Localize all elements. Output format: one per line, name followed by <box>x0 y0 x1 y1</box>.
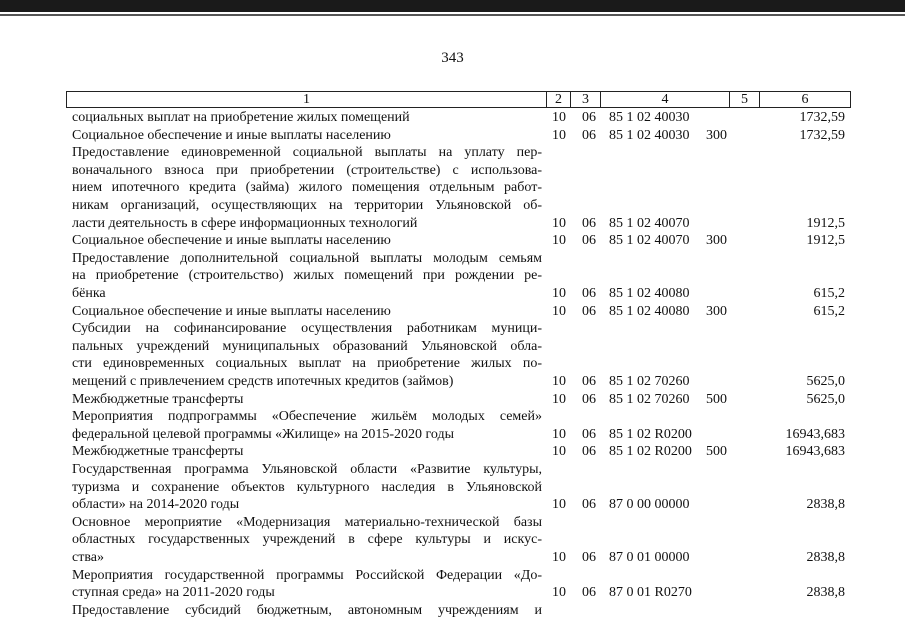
amount-value: 2838,8 <box>806 497 845 513</box>
target-article-code: 85 1 02 70260 <box>609 373 690 389</box>
expense-type-code: 500 <box>706 444 727 460</box>
section-code: 10 <box>552 426 566 442</box>
page-top-rule <box>0 14 905 16</box>
amount-value: 2838,8 <box>806 549 845 565</box>
header-col-2: 2 <box>547 91 571 108</box>
header-col-3: 3 <box>571 91 601 108</box>
section-code: 10 <box>552 303 566 319</box>
section-code: 10 <box>552 110 566 125</box>
row-description <box>72 303 542 321</box>
description-line: Основное мероприятие «Модернизация материально-технической базы <box>72 514 542 530</box>
description-line: Мероприятия государственной программы Российской Федерации «До- <box>72 567 542 583</box>
amount-value: 1912,5 <box>806 233 845 249</box>
page-number: 343 <box>441 50 464 66</box>
amount-value: 615,2 <box>813 303 845 319</box>
description-line: сти единовременных социальных выплат на приобретение жилых по- <box>72 356 542 372</box>
section-code: 10 <box>552 391 566 407</box>
header-col-1: 1 <box>66 91 547 108</box>
target-article-code: 85 1 02 R0200 <box>609 426 692 442</box>
row-description <box>72 602 542 620</box>
table-row <box>0 514 905 567</box>
description-line: воначального взноса при приобретении (строительстве) с использова- <box>72 162 542 178</box>
subsection-code: 06 <box>582 444 596 460</box>
description-line: Субсидии на софинансирование осуществления работникам муници- <box>72 321 542 337</box>
target-article-code: 85 1 02 40070 <box>609 233 690 249</box>
table-row <box>0 127 905 145</box>
amount-value: 615,2 <box>813 285 845 301</box>
description-line: нием ипотечного кредита (займа) жилого помещения отдельным работ- <box>72 180 542 196</box>
row-description <box>72 250 542 303</box>
row-description <box>72 443 542 461</box>
table-row <box>0 461 905 514</box>
description-line: бёнка <box>72 285 106 301</box>
description-line: ступная среда» на 2011-2020 годы <box>72 585 275 601</box>
amount-value: 1732,59 <box>799 127 845 143</box>
row-description <box>72 109 542 127</box>
amount-value: 16943,683 <box>785 426 845 442</box>
description-line: на приобретение (строительство) жилых помещений при рождении ре- <box>72 268 542 284</box>
target-article-code: 85 1 02 40030 <box>609 127 690 143</box>
description-line: туризма и сохранение объектов культурного наследия в Ульяновской <box>72 479 542 495</box>
subsection-code: 06 <box>582 373 596 389</box>
amount-value: 16943,683 <box>785 444 845 460</box>
description-line: Социальное обеспечение и иные выплаты населению <box>72 127 391 143</box>
target-article-code: 85 1 02 40030 <box>609 110 690 125</box>
description-line: пальных учреждений муниципальных образований Ульяновской обла- <box>72 338 542 354</box>
description-line: мещений с привлечением средств ипотечных кредитов (займов) <box>72 373 454 389</box>
table-row <box>0 408 905 443</box>
expense-type-code: 300 <box>706 303 727 319</box>
table-row <box>0 109 905 127</box>
amount-value: 5625,0 <box>806 391 845 407</box>
amount-value: 1732,59 <box>799 110 845 125</box>
subsection-code: 06 <box>582 391 596 407</box>
table-row <box>0 232 905 250</box>
subsection-code: 06 <box>582 110 596 125</box>
target-article-code: 87 0 01 00000 <box>609 549 690 565</box>
row-description <box>72 144 542 232</box>
expense-type-code: 300 <box>706 233 727 249</box>
description-line: Социальное обеспечение и иные выплаты населению <box>72 233 391 249</box>
target-article-code: 85 1 02 40080 <box>609 285 690 301</box>
row-description <box>72 232 542 250</box>
description-line: Предоставление субсидий бюджетным, автономным учреждениям и <box>72 602 542 618</box>
target-article-code: 85 1 02 R0200 <box>609 444 692 460</box>
description-line: Межбюджетные трансферты <box>72 391 244 407</box>
section-code: 10 <box>552 497 566 513</box>
target-article-code: 85 1 02 40080 <box>609 303 690 319</box>
description-line: Государственная программа Ульяновской области «Развитие культуры, <box>72 461 542 477</box>
table-row <box>0 250 905 303</box>
subsection-code: 06 <box>582 285 596 301</box>
header-col-4: 4 <box>601 91 730 108</box>
description-line: ласти деятельность в сфере информационных технологий <box>72 215 418 231</box>
description-line: никам организаций, осуществляющих на территории Ульяновской об- <box>72 197 542 213</box>
subsection-code: 06 <box>582 585 596 601</box>
table-row <box>0 443 905 461</box>
subsection-code: 06 <box>582 303 596 319</box>
target-article-code: 87 0 01 R0270 <box>609 585 692 601</box>
expense-type-code: 500 <box>706 391 727 407</box>
table-row <box>0 144 905 232</box>
description-line: Мероприятия подпрограммы «Обеспечение жильём молодых семей» <box>72 409 542 425</box>
row-description <box>72 127 542 145</box>
header-col-5: 5 <box>730 91 760 108</box>
section-code: 10 <box>552 549 566 565</box>
row-description <box>72 567 542 602</box>
amount-value: 1912,5 <box>806 215 845 231</box>
description-line: Социальное обеспечение и иные выплаты населению <box>72 303 391 319</box>
target-article-code: 85 1 02 70260 <box>609 391 690 407</box>
description-line: федеральной целевой программы «Жилище» на 2015-2020 годы <box>72 426 455 442</box>
subsection-code: 06 <box>582 497 596 513</box>
row-description <box>72 391 542 409</box>
section-code: 10 <box>552 127 566 143</box>
table-row <box>0 602 905 620</box>
row-description <box>72 514 542 567</box>
amount-value: 2838,8 <box>806 585 845 601</box>
section-code: 10 <box>552 444 566 460</box>
target-article-code: 87 0 00 00000 <box>609 497 690 513</box>
section-code: 10 <box>552 215 566 231</box>
table-body <box>0 109 905 619</box>
table-row <box>0 303 905 321</box>
description-line: Межбюджетные трансферты <box>72 444 244 460</box>
description-line: Предоставление дополнительной социальной выплаты молодым семьям <box>72 250 542 266</box>
section-code: 10 <box>552 285 566 301</box>
description-line: Предоставление единовременной социальной выплаты на уплату пер- <box>72 145 542 161</box>
description-line: ства» <box>72 549 104 565</box>
expense-type-code: 300 <box>706 127 727 143</box>
amount-value: 5625,0 <box>806 373 845 389</box>
page-top-border <box>0 0 905 12</box>
subsection-code: 06 <box>582 549 596 565</box>
table-row <box>0 567 905 602</box>
subsection-code: 06 <box>582 127 596 143</box>
table-row <box>0 391 905 409</box>
subsection-code: 06 <box>582 215 596 231</box>
table-header <box>66 91 851 108</box>
section-code: 10 <box>552 373 566 389</box>
header-col-6: 6 <box>760 91 851 108</box>
description-line: области» на 2014-2020 годы <box>72 497 240 513</box>
subsection-code: 06 <box>582 233 596 249</box>
target-article-code: 85 1 02 40070 <box>609 215 690 231</box>
description-line: социальных выплат на приобретение жилых помещений <box>72 110 410 125</box>
table-row <box>0 320 905 390</box>
section-code: 10 <box>552 233 566 249</box>
row-description <box>72 320 542 390</box>
row-description <box>72 461 542 514</box>
row-description <box>72 408 542 443</box>
description-line: областных государственных учреждений в сфере культуры и искус- <box>72 532 542 548</box>
subsection-code: 06 <box>582 426 596 442</box>
section-code: 10 <box>552 585 566 601</box>
